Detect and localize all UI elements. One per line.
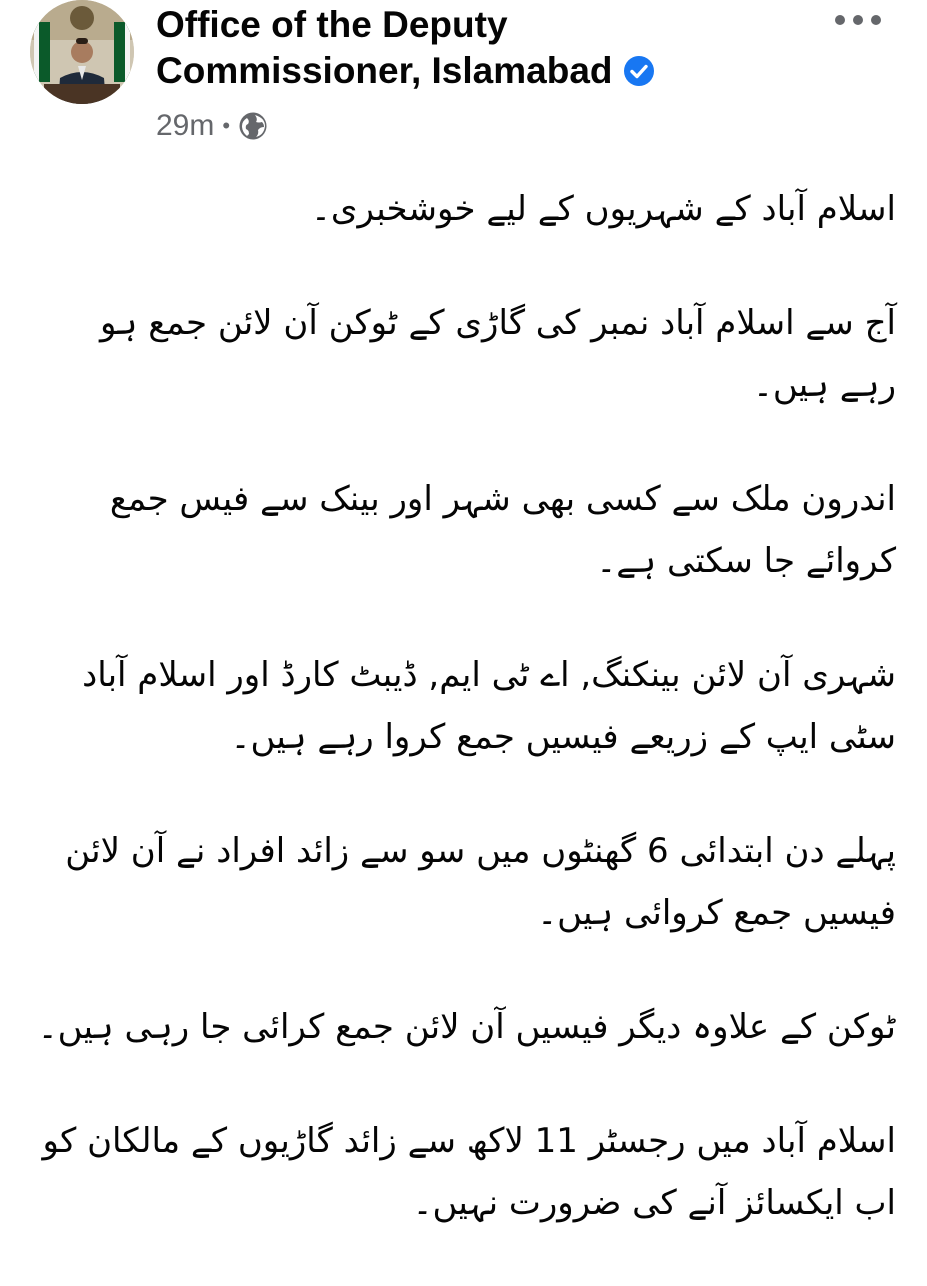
verified-badge-icon [623, 55, 655, 87]
meta-separator: • [222, 113, 231, 138]
post-paragraph: اندرون ملک سے کسی بھی شہر اور بینک سے فیس جمع کروائے جا سکتی ہے۔ [109, 479, 896, 581]
post-timestamp[interactable]: 29m [156, 109, 215, 142]
avatar-image [30, 0, 134, 104]
page-name-line-2[interactable] [156, 48, 796, 94]
more-options-icon[interactable] [835, 10, 881, 30]
post-paragraph: اسلام آباد میں رجسٹر 11 لاکھ سے زائد گاڑیوں کے مالکان کو اب ایکسائز آنے کی ضرورت نہیں۔ [42, 1121, 896, 1223]
post-paragraph: پہلے دن ابتدائی 6 گھنٹوں میں سو سے زائد افراد نے آن لائن فیسیں جمع کروائی ہیں۔ [65, 831, 896, 933]
post-text [34, 178, 896, 1286]
more-dot-icon [853, 15, 863, 25]
post-meta [156, 106, 268, 146]
post-paragraph: اسلام آباد کے شہریوں کے لیے خوشخبری۔ [310, 189, 896, 229]
post-paragraph: ٹوکن کے علاوہ دیگر فیسیں آن لائن جمع کرائی جا رہی ہیں۔ [37, 1007, 896, 1047]
post-paragraph: آج سے اسلام آباد نمبر کی گاڑی کے ٹوکن آن لائن جمع ہو رہے ہیں۔ [99, 303, 896, 405]
page-name-line-2-text[interactable]: Commissioner, Islamabad [156, 50, 613, 91]
post-paragraph: شہری آن لائن بینکنگ, اے ٹی ایم, ڈیبٹ کارڈ اور اسلام آباد سٹی ایپ کے زریعے فیسیں جمع کروا رہے ہیں۔ [82, 655, 896, 757]
page-avatar[interactable] [30, 0, 134, 104]
more-dot-icon [835, 15, 845, 25]
page-name-line-1[interactable]: Office of the Deputy [156, 4, 508, 45]
globe-icon[interactable] [238, 111, 268, 141]
more-dot-icon [871, 15, 881, 25]
page-name[interactable] [156, 2, 796, 94]
post-header [0, 0, 927, 160]
